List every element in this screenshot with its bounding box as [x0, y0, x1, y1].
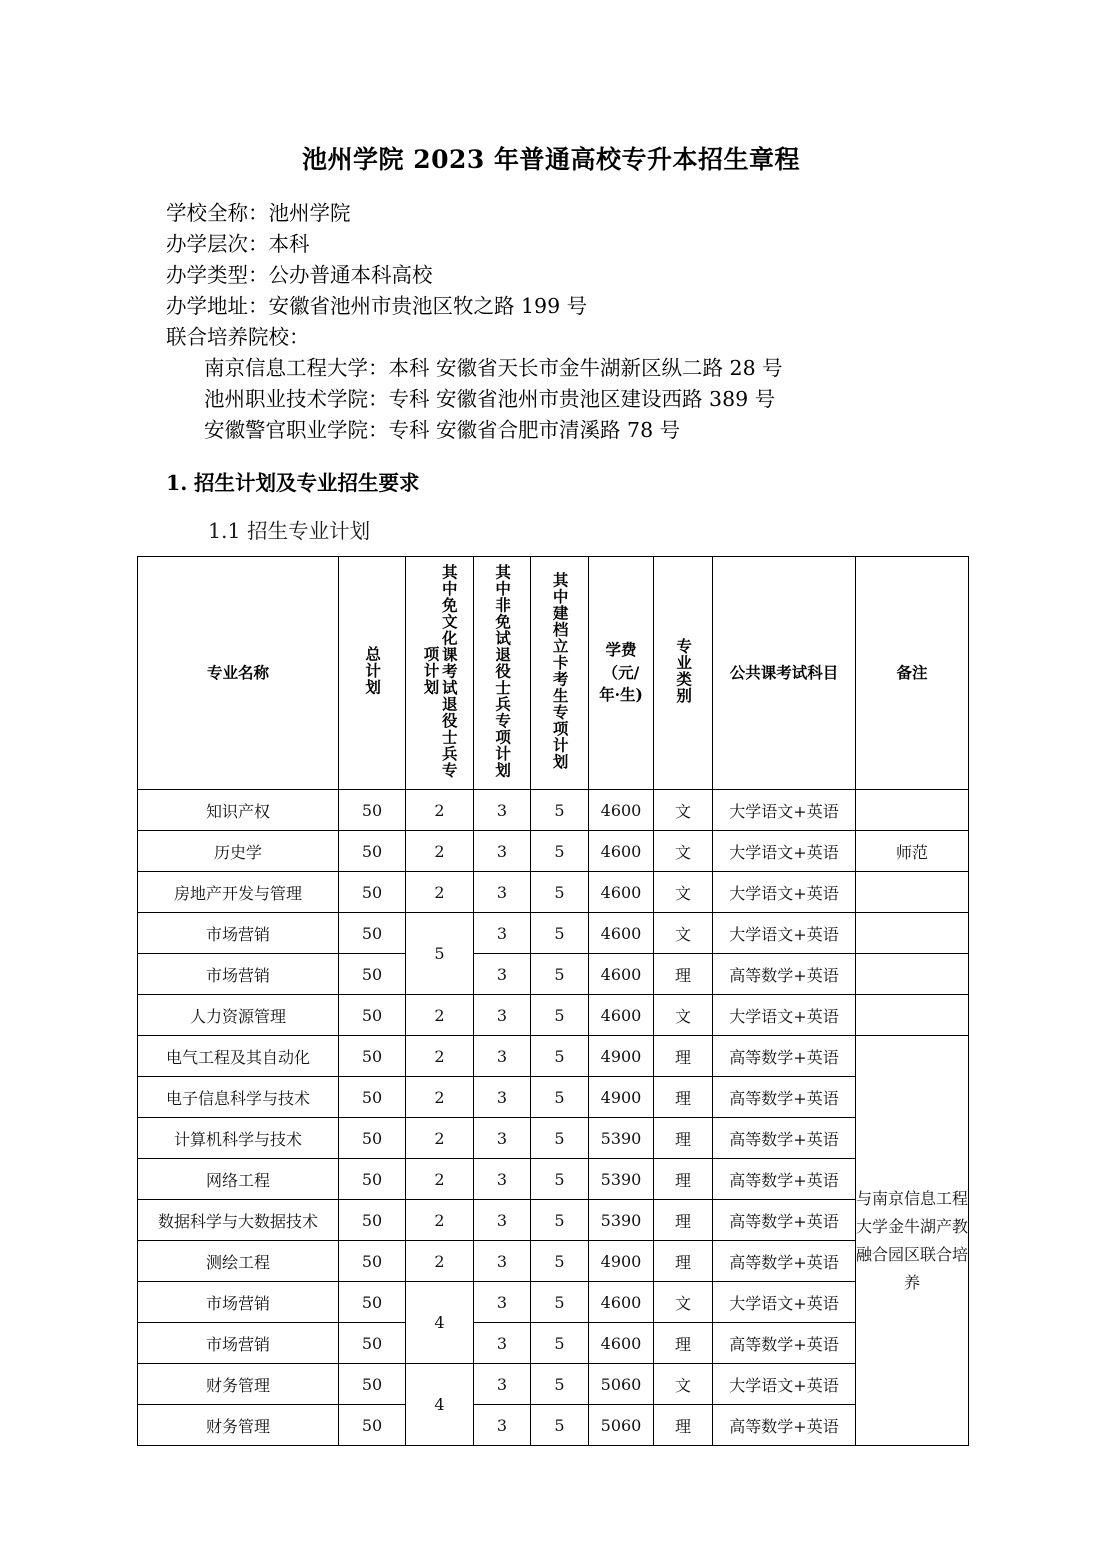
- admission-plan-table: [137, 556, 969, 1446]
- cell-exempt: 2: [406, 1241, 474, 1282]
- cell-nonexempt: 3: [474, 1077, 531, 1118]
- cell-remark: [856, 954, 969, 995]
- cell-category: 文: [654, 1282, 713, 1323]
- cell-exempt: 4: [406, 1364, 474, 1446]
- cell-fee: 4900: [589, 1241, 654, 1282]
- th-major: [138, 557, 339, 790]
- cell-major: 市场营销: [138, 1323, 339, 1364]
- cell-total: 50: [339, 1036, 406, 1077]
- cell-card: 5: [531, 1118, 589, 1159]
- cell-fee: 4600: [589, 913, 654, 954]
- th-category-label: 专业类别: [674, 638, 694, 704]
- cell-remark: [856, 913, 969, 954]
- cell-card: 5: [531, 1159, 589, 1200]
- cell-nonexempt: 3: [474, 1118, 531, 1159]
- th-remark: [856, 557, 969, 790]
- cell-nonexempt: 3: [474, 1159, 531, 1200]
- cell-card: 5: [531, 790, 589, 831]
- cell-major: 市场营销: [138, 954, 339, 995]
- cell-total: 50: [339, 913, 406, 954]
- cell-exempt: 2: [406, 790, 474, 831]
- cell-subjects: 高等数学+英语: [713, 1036, 856, 1077]
- cell-major: 市场营销: [138, 913, 339, 954]
- cell-subjects: 高等数学+英语: [713, 1323, 856, 1364]
- cell-subjects: 高等数学+英语: [713, 1118, 856, 1159]
- cell-major: 房地产开发与管理: [138, 872, 339, 913]
- cell-card: 5: [531, 995, 589, 1036]
- meta-line-type: 办学类型：公办普通本科高校: [166, 263, 433, 287]
- th-total: [339, 557, 406, 790]
- table-row: [138, 790, 969, 831]
- cell-fee: 4600: [589, 831, 654, 872]
- cell-total: 50: [339, 1364, 406, 1405]
- section-number: 1.: [166, 471, 188, 495]
- cell-nonexempt: 3: [474, 1036, 531, 1077]
- cell-nonexempt: 3: [474, 1323, 531, 1364]
- cell-total: 50: [339, 995, 406, 1036]
- th-nonexempt-veteran-label: 其中非免试退役士兵专项计划: [493, 563, 513, 779]
- cell-total: 50: [339, 872, 406, 913]
- cell-total: 50: [339, 1118, 406, 1159]
- cell-major: 电子信息科学与技术: [138, 1077, 339, 1118]
- table-row: [138, 1118, 969, 1159]
- cell-category: 文: [654, 831, 713, 872]
- cell-nonexempt: 3: [474, 913, 531, 954]
- cell-total: 50: [339, 1159, 406, 1200]
- cell-subjects: 大学语文+英语: [713, 1282, 856, 1323]
- cell-exempt: 2: [406, 995, 474, 1036]
- th-card-student-label: 其中建档立卡考生专项计划: [550, 572, 570, 770]
- cell-fee: 5060: [589, 1364, 654, 1405]
- th-subjects-label: 公共课考试科目: [729, 662, 839, 682]
- th-fee: [589, 557, 654, 790]
- cell-remark: [856, 995, 969, 1036]
- cell-subjects: 高等数学+英语: [713, 1200, 856, 1241]
- cell-fee: 4600: [589, 1323, 654, 1364]
- table-row: [138, 954, 969, 995]
- cell-major: 财务管理: [138, 1405, 339, 1446]
- partner-school-1: 南京信息工程大学：本科 安徽省天长市金牛湖新区纵二路 28 号: [204, 356, 783, 380]
- cell-total: 50: [339, 1405, 406, 1446]
- cell-fee: 5390: [589, 1200, 654, 1241]
- th-exempt-veteran-label: 其中免文化课考试退役士兵专项计划: [421, 563, 459, 779]
- cell-card: 5: [531, 1036, 589, 1077]
- cell-total: 50: [339, 954, 406, 995]
- cell-exempt: 5: [406, 913, 474, 995]
- meta-line-partners-label: 联合培养院校：: [166, 325, 310, 349]
- cell-fee: 4600: [589, 1282, 654, 1323]
- table-row: [138, 1323, 969, 1364]
- cell-category: 文: [654, 995, 713, 1036]
- cell-category: 文: [654, 1364, 713, 1405]
- cell-major: 知识产权: [138, 790, 339, 831]
- partner-school-3: 安徽警官职业学院：专科 安徽省合肥市清溪路 78 号: [204, 418, 681, 442]
- section-title: 招生计划及专业招生要求: [194, 471, 420, 495]
- cell-subjects: 大学语文+英语: [713, 872, 856, 913]
- cell-exempt: 4: [406, 1282, 474, 1364]
- plan-table-wrap: [0, 556, 1102, 1446]
- cell-fee: 5390: [589, 1118, 654, 1159]
- cell-subjects: 大学语文+英语: [713, 995, 856, 1036]
- cell-exempt: 2: [406, 1159, 474, 1200]
- cell-subjects: 大学语文+英语: [713, 1364, 856, 1405]
- cell-category: 文: [654, 913, 713, 954]
- cell-total: 50: [339, 790, 406, 831]
- cell-card: 5: [531, 1323, 589, 1364]
- th-remark-label: 备注: [896, 662, 928, 682]
- subsection-heading: 1.1 招生专业计划: [208, 519, 371, 543]
- cell-total: 50: [339, 1323, 406, 1364]
- cell-remark: [856, 872, 969, 913]
- cell-subjects: 大学语文+英语: [713, 913, 856, 954]
- cell-major: 历史学: [138, 831, 339, 872]
- cell-category: 理: [654, 1323, 713, 1364]
- cell-remark: 师范: [856, 831, 969, 872]
- table-row: [138, 1364, 969, 1405]
- th-fee-label: 学费（元/年·生): [599, 640, 643, 705]
- cell-subjects: 高等数学+英语: [713, 1159, 856, 1200]
- cell-category: 文: [654, 790, 713, 831]
- cell-category: 理: [654, 954, 713, 995]
- cell-major: 人力资源管理: [138, 995, 339, 1036]
- cell-remark: 与南京信息工程大学金牛湖产教融合园区联合培养: [856, 1036, 969, 1446]
- cell-remark: [856, 790, 969, 831]
- cell-nonexempt: 3: [474, 1364, 531, 1405]
- cell-exempt: 2: [406, 1118, 474, 1159]
- table-row: [138, 831, 969, 872]
- cell-card: 5: [531, 831, 589, 872]
- cell-nonexempt: 3: [474, 1405, 531, 1446]
- table-row: [138, 1159, 969, 1200]
- table-row: [138, 1405, 969, 1446]
- th-exempt-veteran: [406, 557, 474, 790]
- cell-exempt: 2: [406, 1036, 474, 1077]
- cell-major: 财务管理: [138, 1364, 339, 1405]
- cell-major: 市场营销: [138, 1282, 339, 1323]
- cell-nonexempt: 3: [474, 831, 531, 872]
- cell-subjects: 高等数学+英语: [713, 954, 856, 995]
- table-row: [138, 913, 969, 954]
- cell-category: 理: [654, 1200, 713, 1241]
- table-row: [138, 1200, 969, 1241]
- th-subjects: [713, 557, 856, 790]
- cell-fee: 4600: [589, 995, 654, 1036]
- cell-total: 50: [339, 1241, 406, 1282]
- cell-major: 数据科学与大数据技术: [138, 1200, 339, 1241]
- th-category: [654, 557, 713, 790]
- cell-card: 5: [531, 872, 589, 913]
- table-body: [138, 790, 969, 1446]
- cell-card: 5: [531, 913, 589, 954]
- cell-total: 50: [339, 1077, 406, 1118]
- table-row: [138, 1077, 969, 1118]
- cell-major: 电气工程及其自动化: [138, 1036, 339, 1077]
- cell-nonexempt: 3: [474, 1241, 531, 1282]
- meta-line-address: 办学地址：安徽省池州市贵池区牧之路 199 号: [166, 294, 588, 318]
- th-nonexempt-veteran: [474, 557, 531, 790]
- table-row: [138, 1241, 969, 1282]
- cell-exempt: 2: [406, 831, 474, 872]
- cell-exempt: 2: [406, 1200, 474, 1241]
- table-row: [138, 995, 969, 1036]
- cell-card: 5: [531, 1364, 589, 1405]
- th-total-label: 总计划: [363, 646, 383, 696]
- cell-card: 5: [531, 1282, 589, 1323]
- cell-total: 50: [339, 1282, 406, 1323]
- cell-fee: 4600: [589, 790, 654, 831]
- cell-card: 5: [531, 1405, 589, 1446]
- partner-school-2: 池州职业技术学院：专科 安徽省池州市贵池区建设西路 389 号: [204, 387, 776, 411]
- meta-line-full-name: 学校全称：池州学院: [166, 201, 351, 225]
- cell-category: 理: [654, 1159, 713, 1200]
- table-row: [138, 1036, 969, 1077]
- table-header-row: [138, 557, 969, 790]
- cell-card: 5: [531, 1241, 589, 1282]
- cell-exempt: 2: [406, 1077, 474, 1118]
- cell-nonexempt: 3: [474, 995, 531, 1036]
- cell-fee: 4600: [589, 872, 654, 913]
- cell-nonexempt: 3: [474, 872, 531, 913]
- cell-nonexempt: 3: [474, 790, 531, 831]
- meta-line-level: 办学层次：本科: [166, 232, 310, 256]
- cell-nonexempt: 3: [474, 1200, 531, 1241]
- table-row: [138, 1282, 969, 1323]
- cell-card: 5: [531, 1077, 589, 1118]
- cell-fee: 5390: [589, 1159, 654, 1200]
- cell-nonexempt: 3: [474, 1282, 531, 1323]
- cell-exempt: 2: [406, 872, 474, 913]
- cell-nonexempt: 3: [474, 954, 531, 995]
- section-heading: [0, 446, 1102, 498]
- cell-card: 5: [531, 954, 589, 995]
- cell-category: 理: [654, 1241, 713, 1282]
- cell-card: 5: [531, 1200, 589, 1241]
- th-major-label: 专业名称: [206, 662, 269, 682]
- cell-fee: 4900: [589, 1036, 654, 1077]
- table-row: [138, 872, 969, 913]
- th-card-student: [531, 557, 589, 790]
- cell-subjects: 高等数学+英语: [713, 1405, 856, 1446]
- cell-total: 50: [339, 831, 406, 872]
- cell-category: 理: [654, 1118, 713, 1159]
- school-info-block: [0, 176, 1102, 446]
- cell-major: 计算机科学与技术: [138, 1118, 339, 1159]
- cell-fee: 4600: [589, 954, 654, 995]
- cell-subjects: 大学语文+英语: [713, 831, 856, 872]
- page-title: 池州学院 2023 年普通高校专升本招生章程: [302, 145, 800, 174]
- cell-category: 理: [654, 1036, 713, 1077]
- cell-fee: 5060: [589, 1405, 654, 1446]
- cell-subjects: 高等数学+英语: [713, 1077, 856, 1118]
- cell-major: 网络工程: [138, 1159, 339, 1200]
- cell-subjects: 大学语文+英语: [713, 790, 856, 831]
- cell-subjects: 高等数学+英语: [713, 1241, 856, 1282]
- cell-category: 理: [654, 1077, 713, 1118]
- cell-total: 50: [339, 1200, 406, 1241]
- cell-fee: 4900: [589, 1077, 654, 1118]
- cell-category: 文: [654, 872, 713, 913]
- cell-major: 测绘工程: [138, 1241, 339, 1282]
- cell-category: 理: [654, 1405, 713, 1446]
